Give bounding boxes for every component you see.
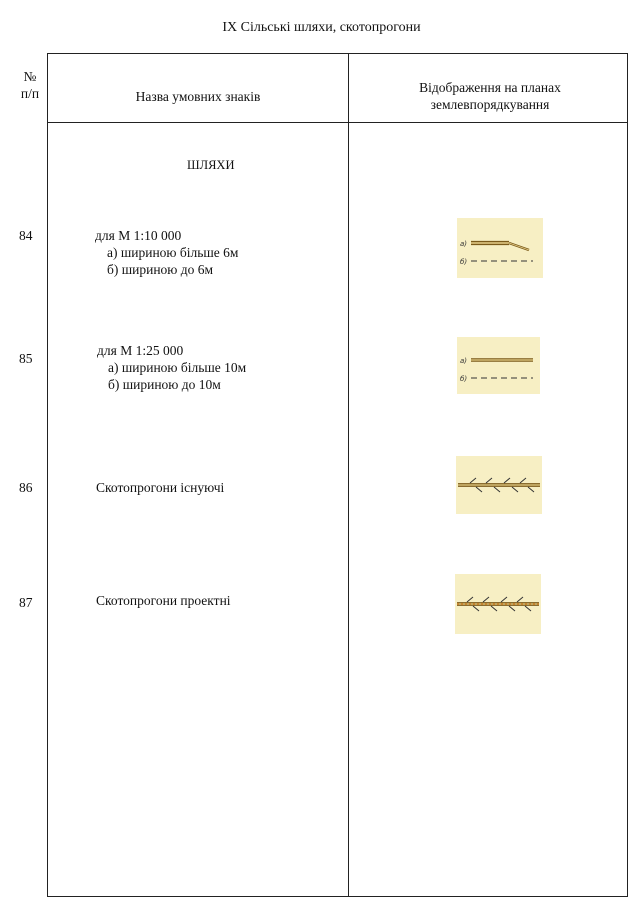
header-display-label: Відображення на планах землевпорядкування: [419, 80, 561, 112]
stock-route-symbol-86: [456, 456, 542, 514]
section-heading: ШЛЯХИ: [187, 158, 235, 172]
row-number: 85: [19, 351, 33, 366]
page-title: IX Сільські шляхи, скотопрогони: [222, 20, 421, 35]
symbol-label-b: б): [460, 375, 468, 383]
table-header-divider: [47, 122, 628, 123]
symbol-label-b: б): [460, 258, 468, 266]
table-border-bottom: [47, 896, 628, 897]
table-column-divider: [348, 53, 349, 897]
table-border-left: [47, 53, 48, 897]
table-border-right: [627, 53, 628, 897]
road-symbol-85: [457, 337, 540, 394]
row-label: Скотопрогони проектні: [96, 593, 231, 608]
table-border-top: [47, 53, 628, 54]
row-label: Скотопрогони існуючі: [96, 480, 225, 495]
row-option-a: а) шириною більше 10м: [108, 360, 247, 375]
symbol-label-a: а): [460, 357, 468, 365]
row-option-b: б) шириною до 10м: [108, 377, 221, 392]
row-number: 84: [19, 228, 33, 243]
symbol-label-a: а): [460, 240, 468, 248]
row-scale-label: для М 1:10 000: [95, 228, 182, 243]
row-number: 86: [19, 480, 33, 495]
road-symbol-84: [457, 218, 543, 278]
row-option-b: б) шириною до 6м: [107, 262, 214, 277]
row-number: 87: [19, 595, 33, 610]
header-name-label: Назва умовних знаків: [135, 89, 261, 104]
row-scale-label: для М 1:25 000: [97, 343, 184, 358]
stock-route-symbol-87: [455, 574, 541, 634]
row-option-a: а) шириною більше 6м: [107, 245, 239, 260]
header-number-label: № п/п: [20, 69, 40, 101]
